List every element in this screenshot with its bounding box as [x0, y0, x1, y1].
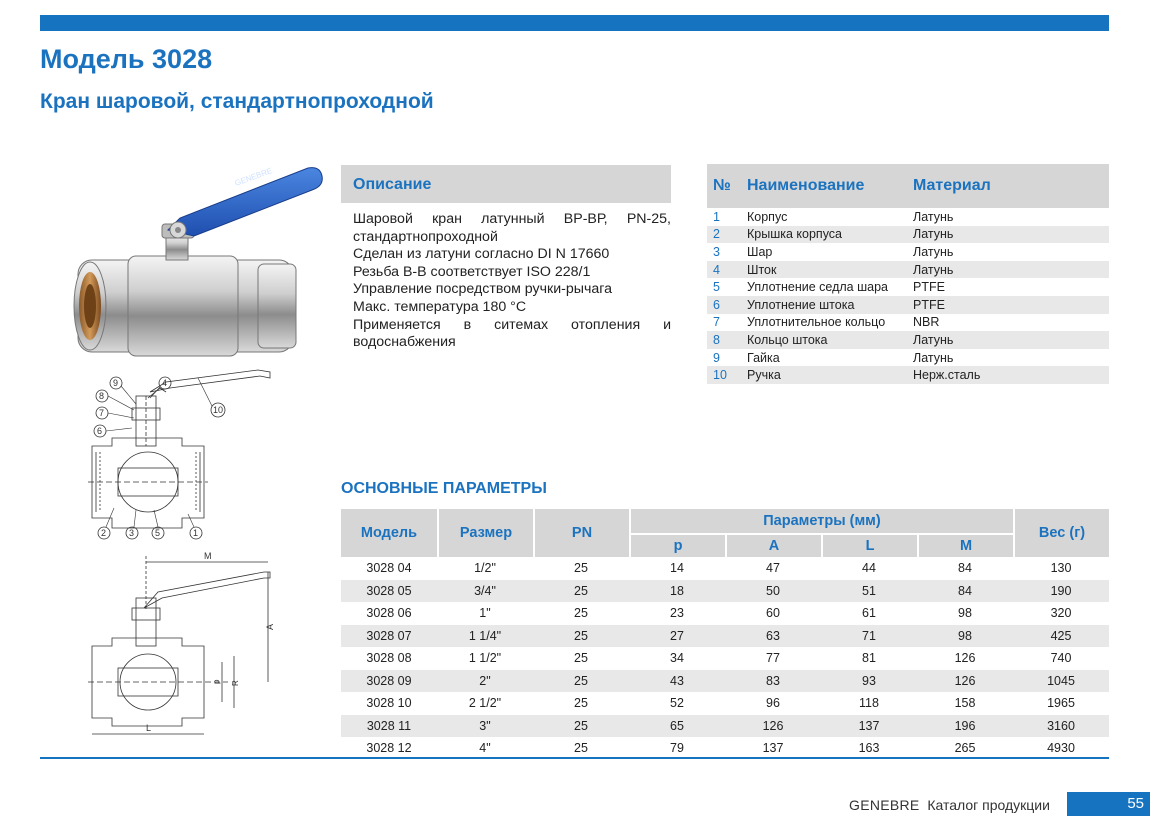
params-col-pn: PN [533, 509, 629, 557]
params-row [341, 602, 1109, 625]
materials-cell-name: Корпус [747, 209, 788, 224]
params-cell-l: 71 [821, 625, 917, 648]
materials-cell-name: Уплотнение седла шара [747, 280, 888, 295]
callout-7: 7 [99, 408, 105, 418]
params-cell-p: 18 [629, 580, 725, 603]
params-cell-p: 14 [670, 561, 684, 576]
materials-cell-number: 2 [707, 226, 741, 244]
materials-row [707, 366, 1109, 384]
description-body [353, 211, 671, 352]
params-cell-pn: 25 [574, 606, 588, 621]
params-cell-m: 265 [954, 741, 976, 756]
materials-row [707, 296, 1109, 314]
params-cell-m: 84 [917, 580, 1013, 603]
params-cell-a: 77 [766, 651, 780, 666]
materials-row [707, 226, 1109, 244]
params-cell-a: 60 [766, 606, 780, 621]
materials-col-number: № [707, 164, 741, 208]
materials-cell-material: NBR [913, 315, 940, 330]
params-title: ОСНОВНЫЕ ПАРАМЕТРЫ [341, 480, 547, 497]
materials-cell-name: Уплотнение штока [741, 296, 907, 314]
params-cell-m: 158 [954, 696, 976, 711]
params-row [341, 670, 1109, 693]
description-heading: Описание [353, 176, 432, 193]
params-cell-p: 43 [629, 670, 725, 693]
params-row [341, 625, 1109, 648]
callout-8: 8 [99, 391, 105, 401]
dimension-drawing [88, 550, 328, 740]
materials-cell-name: Уплотнительное кольцо [747, 315, 886, 330]
dim-r-label: R [231, 680, 240, 686]
product-photo [68, 160, 330, 370]
params-cell-size: 4" [479, 741, 491, 756]
params-cell-a: 137 [762, 741, 784, 756]
callout-4: 4 [162, 378, 168, 388]
params-cell-model: 3028 06 [366, 606, 412, 621]
materials-cell-name: Гайка [747, 350, 780, 365]
materials-cell-material: PTFE [913, 280, 945, 295]
params-col-model: Модель [341, 509, 437, 557]
description-line: Резьба В-В соответствует ISO 228/1 [353, 263, 591, 280]
params-cell-m: 98 [958, 606, 972, 621]
params-cell-a: 96 [766, 696, 780, 711]
params-cell-model: 3028 11 [341, 715, 437, 738]
materials-cell-number: 8 [707, 331, 741, 349]
params-cell-p: 52 [670, 696, 684, 711]
params-row [341, 692, 1109, 715]
materials-col-material: Материал [907, 164, 1109, 208]
params-cell-weight: 4930 [1047, 741, 1075, 756]
params-cell-model: 3028 08 [366, 651, 412, 666]
params-cell-pn: 25 [574, 741, 588, 756]
page-title: Модель 3028 [40, 44, 213, 74]
params-col-dims: Параметры (мм) [629, 509, 1013, 533]
page-number-box [1067, 792, 1150, 816]
dim-l-label: L [146, 723, 152, 733]
params-cell-size: 2" [437, 670, 533, 693]
params-sub-l: L [821, 533, 917, 557]
params-cell-weight: 1045 [1013, 670, 1109, 693]
materials-cell-number: 5 [713, 280, 720, 295]
params-cell-l: 137 [821, 715, 917, 738]
params-cell-pn: 25 [533, 715, 629, 738]
params-cell-a: 47 [766, 561, 780, 576]
params-sub-a: A [725, 533, 821, 557]
materials-cell-name: Шар [747, 244, 773, 259]
dim-p-label: p [212, 679, 221, 684]
callout-5: 5 [155, 528, 161, 538]
materials-header-row [707, 164, 1109, 208]
params-cell-a: 126 [725, 715, 821, 738]
callout-2: 2 [101, 528, 107, 538]
materials-cell-number: 3 [713, 244, 720, 259]
description-header [341, 165, 671, 203]
params-cell-m: 126 [917, 670, 1013, 693]
params-cell-size: 1" [479, 606, 491, 621]
params-cell-weight: 130 [1050, 561, 1072, 576]
materials-row [707, 278, 1109, 296]
materials-cell-material: Латунь [913, 244, 954, 259]
params-cell-a: 50 [725, 580, 821, 603]
materials-cell-number: 9 [713, 350, 720, 365]
params-cell-model: 3028 04 [366, 561, 412, 576]
materials-cell-number: 4 [707, 261, 741, 279]
params-cell-size: 3" [437, 715, 533, 738]
callout-1: 1 [193, 528, 199, 538]
materials-cell-material: PTFE [907, 296, 1109, 314]
params-cell-l: 81 [862, 651, 876, 666]
params-row [341, 715, 1109, 738]
params-table [341, 509, 1109, 760]
materials-cell-material: Нерж.сталь [907, 366, 1109, 384]
materials-cell-number: 10 [707, 366, 741, 384]
materials-row [707, 208, 1109, 226]
params-cell-l: 44 [862, 561, 876, 576]
params-cell-weight: 190 [1013, 580, 1109, 603]
params-cell-model: 3028 10 [366, 696, 412, 711]
materials-cell-name: Крышка корпуса [741, 226, 907, 244]
materials-row [707, 331, 1109, 349]
params-cell-model: 3028 07 [341, 625, 437, 648]
materials-row [707, 349, 1109, 367]
params-cell-pn: 25 [574, 651, 588, 666]
materials-cell-material: Латунь [907, 331, 1109, 349]
materials-cell-number: 6 [707, 296, 741, 314]
params-cell-m: 126 [954, 651, 976, 666]
handle-brand-text: GENEBRE [233, 166, 274, 188]
params-sub-p: p [629, 533, 725, 557]
page-number: 55 [1127, 795, 1144, 812]
params-cell-p: 65 [629, 715, 725, 738]
params-cell-pn: 25 [533, 670, 629, 693]
materials-cell-material: Латунь [907, 226, 1109, 244]
params-cell-m: 84 [958, 561, 972, 576]
params-cell-model: 3028 09 [341, 670, 437, 693]
params-cell-size: 2 1/2" [468, 696, 502, 711]
params-cell-pn: 25 [574, 696, 588, 711]
params-cell-pn: 25 [533, 625, 629, 648]
dim-m-label: M [204, 551, 212, 561]
params-cell-model: 3028 05 [341, 580, 437, 603]
params-cell-l: 118 [859, 696, 879, 711]
materials-cell-material: Латунь [913, 350, 954, 365]
top-accent-bar [40, 15, 1109, 31]
params-cell-size: 1/2" [474, 561, 496, 576]
params-cell-weight: 3160 [1013, 715, 1109, 738]
callout-3: 3 [129, 528, 135, 538]
params-cell-weight: 740 [1050, 651, 1072, 666]
page-subtitle: Кран шаровой, стандартнопроходной [40, 90, 434, 113]
params-sub-m: M [917, 533, 1013, 557]
section-drawing [88, 368, 328, 546]
description-line: Макс. температура 180 °C [353, 298, 527, 315]
params-cell-a: 63 [725, 625, 821, 648]
dim-a-label: A [265, 623, 275, 630]
materials-cell-material: Латунь [913, 209, 954, 224]
materials-row [707, 314, 1109, 332]
materials-col-name: Наименование [741, 164, 907, 208]
materials-table [707, 164, 1109, 384]
params-cell-size: 1 1/2" [468, 651, 502, 666]
callout-10: 10 [213, 405, 224, 415]
params-cell-p: 79 [670, 741, 684, 756]
params-cell-l: 51 [821, 580, 917, 603]
bottom-rule [40, 757, 1109, 759]
materials-row [707, 261, 1109, 279]
params-cell-pn: 25 [533, 580, 629, 603]
params-cell-l: 163 [858, 741, 880, 756]
materials-cell-number: 1 [713, 209, 720, 224]
params-cell-m: 196 [917, 715, 1013, 738]
params-cell-model: 3028 12 [366, 741, 412, 756]
params-cell-size: 1 1/4" [437, 625, 533, 648]
params-cell-p: 27 [629, 625, 725, 648]
description-line: Шаровой кран латунный ВР-ВР, PN-25, стандартнопроходной [353, 211, 671, 245]
materials-cell-material: Латунь [907, 261, 1109, 279]
params-cell-size: 3/4" [437, 580, 533, 603]
params-cell-l: 93 [821, 670, 917, 693]
footer-brand: GENEBRE [849, 797, 920, 813]
params-row [341, 557, 1109, 580]
materials-row [707, 243, 1109, 261]
params-cell-p: 34 [670, 651, 684, 666]
params-cell-weight: 1965 [1047, 696, 1075, 711]
callout-9: 9 [113, 378, 119, 388]
params-cell-weight: 320 [1050, 606, 1072, 621]
description-line: Сделан из латуни согласно DI N 17660 [353, 246, 610, 263]
params-row [341, 647, 1109, 670]
params-row [341, 580, 1109, 603]
materials-cell-name: Ручка [741, 366, 907, 384]
footer-caption [849, 797, 1050, 813]
params-cell-m: 98 [917, 625, 1013, 648]
params-cell-l: 61 [862, 606, 876, 621]
description-line: Управление посредством ручки-рычага [353, 281, 612, 298]
params-cell-a: 83 [725, 670, 821, 693]
params-cell-weight: 425 [1013, 625, 1109, 648]
materials-cell-name: Кольцо штока [741, 331, 907, 349]
params-cell-p: 23 [670, 606, 684, 621]
materials-cell-name: Шток [741, 261, 907, 279]
params-col-weight: Вес (г) [1013, 509, 1109, 557]
callout-6: 6 [97, 426, 103, 436]
params-col-size: Размер [437, 509, 533, 557]
footer-catalog: Каталог продукции [927, 797, 1050, 813]
materials-cell-number: 7 [713, 315, 720, 330]
description-line: Применяется в ситемах отопления и водоснабжения [353, 316, 671, 351]
params-cell-pn: 25 [574, 561, 588, 576]
